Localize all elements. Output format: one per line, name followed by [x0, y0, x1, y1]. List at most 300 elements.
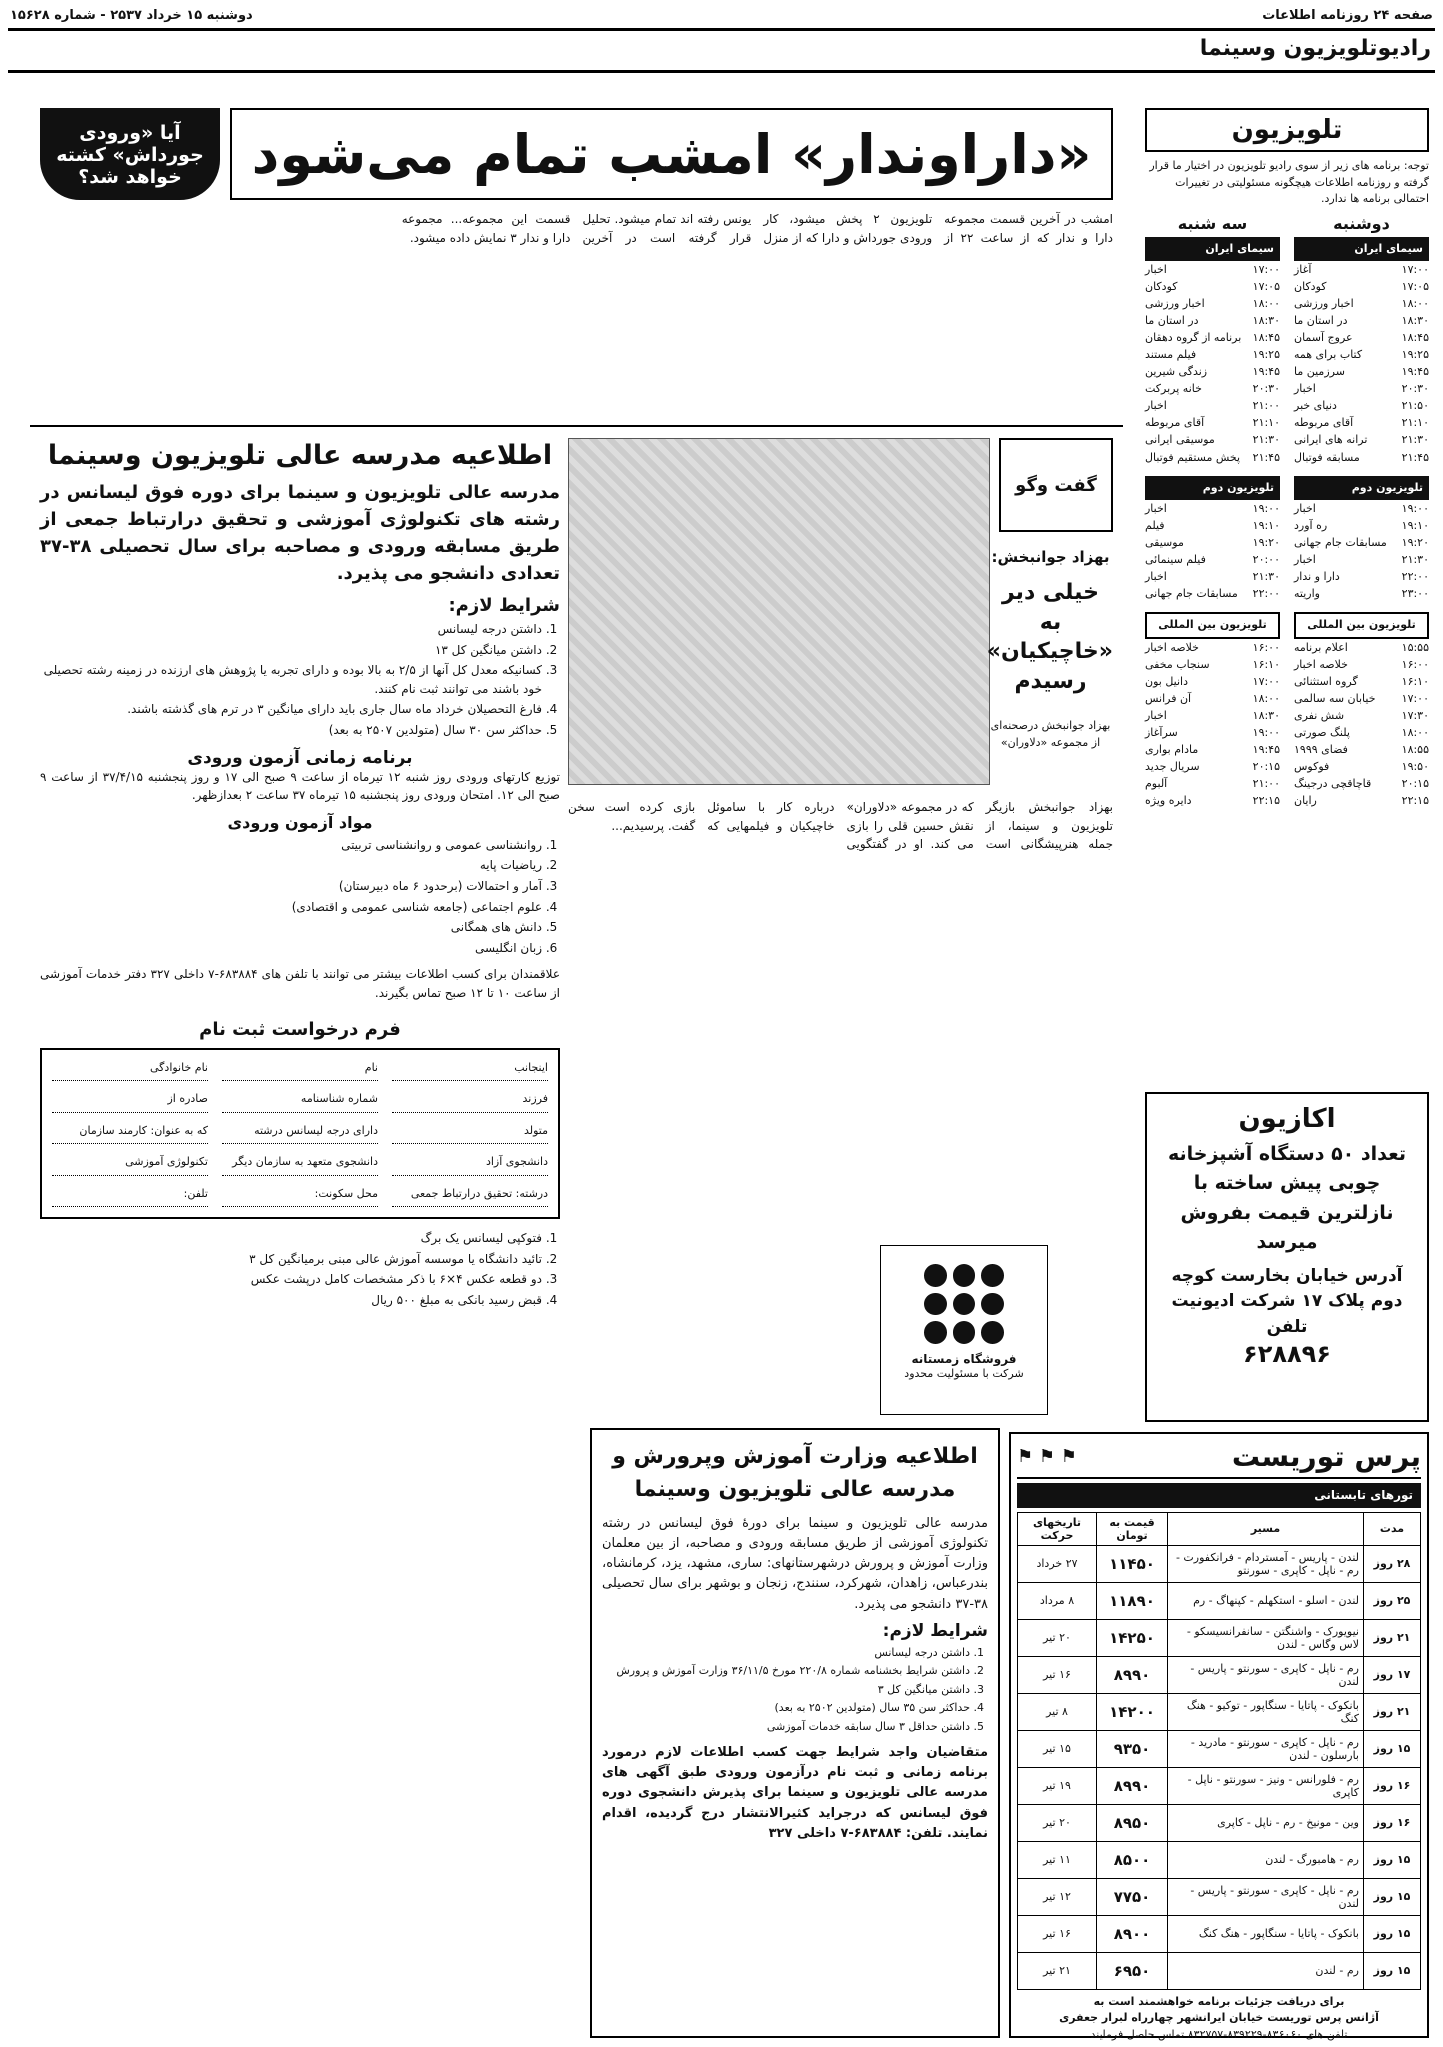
- section-title: رادیوتلویزیون وسینما: [1199, 36, 1431, 61]
- school-conditions-list: [40, 620, 560, 740]
- program-time: ۱۶:۰۰: [1401, 657, 1429, 671]
- program-row: [1145, 724, 1280, 741]
- program-title: سریال جدید: [1145, 760, 1200, 774]
- tour-price: ۷۷۵۰: [1097, 1878, 1168, 1915]
- program-time: ۱۶:۱۰: [1252, 657, 1280, 671]
- program-title: مسابقه فوتبال: [1294, 450, 1360, 464]
- program-time: ۱۷:۰۰: [1401, 263, 1429, 276]
- program-title: گروه استثنائی: [1294, 674, 1358, 688]
- program-title: در استان ما: [1145, 314, 1199, 328]
- program-time: ۲۲:۰۰: [1252, 587, 1280, 601]
- interview-tag: [999, 438, 1113, 532]
- program-time: ۱۷:۳۰: [1401, 709, 1429, 723]
- program-time: ۱۵:۵۵: [1401, 640, 1429, 654]
- document-item: 1. فتوکپی لیسانس یک برگ: [40, 1229, 542, 1248]
- subject-item: 5. دانش های همگانی: [40, 918, 542, 937]
- school-schedule: توزیع کارتهای ورودی روز شنبه ۱۲ تیرماه از ساعت ۹ صبح الی ۱۷ و روز پنجشنبه ۳۷/۴/۱۵ از ساعت ۹ صبح الی ۱۲. امتحان ورودی روز پنجشنبه ۱۵ تیرماه ۳۷ ساعت ۲ بعدازظهر.: [40, 769, 561, 803]
- program-row: [1294, 431, 1429, 448]
- program-row: [1145, 568, 1280, 585]
- tour-date: ۲۰ تیر: [1018, 1619, 1097, 1656]
- channel1-badge: سیمای ایران: [1294, 237, 1429, 262]
- subject-item: 6. زبان انگلیسی: [40, 939, 542, 958]
- interview-body: بهزاد جوانبخش بازیگر تلویزیون و سینما، از جمله هنرپیشگانی است که در مجموعه «دلاوران» نقش حسین قلی را بازی می کند. او در گفتگویی درباره کار با ساموئل خاچیکیان و فیلمهایی که بازی کرده است سخن گفت. پرسیدیم...: [568, 800, 1113, 852]
- tour-price: ۱۴۲۵۰: [1097, 1619, 1168, 1656]
- program-time: ۲۳:۰۰: [1401, 587, 1429, 601]
- school-form: [40, 1048, 560, 1220]
- program-time: ۱۹:۱۰: [1252, 519, 1280, 533]
- program-row: [1145, 431, 1280, 448]
- program-row: [1294, 329, 1429, 346]
- program-time: ۲۱:۱۰: [1401, 416, 1429, 430]
- program-time: ۲۱:۵۰: [1401, 399, 1429, 413]
- program-time: ۱۶:۱۰: [1401, 674, 1429, 688]
- program-title: فیلم مستند: [1145, 348, 1197, 362]
- program-row: [1145, 551, 1280, 568]
- document-item: 2. تائید دانشگاه یا موسسه آموزش عالی مبنی برمیانگین کل ۳: [40, 1250, 542, 1269]
- interview-caption: بهزاد جوانبخش درصحنه‌ای از مجموعه «دلاوران»: [990, 719, 1111, 749]
- program-time: ۲۱:۴۵: [1401, 450, 1429, 464]
- program-row: [1294, 312, 1429, 329]
- tue-ch3-list: [1145, 639, 1280, 809]
- program-row: [1294, 690, 1429, 707]
- headline-bottom-rule: [30, 425, 1123, 427]
- program-time: ۲۱:۰۰: [1252, 777, 1280, 791]
- form-field[interactable]: دانشجوی متعهد به سازمان دیگر: [222, 1154, 378, 1176]
- program-title: مسابقات جام جهانی: [1145, 587, 1238, 601]
- program-title: کودکان: [1145, 280, 1178, 294]
- program-row: [1294, 517, 1429, 534]
- program-row: [1294, 363, 1429, 380]
- program-row: [1145, 707, 1280, 724]
- program-row: [1145, 380, 1280, 397]
- tour-row: [1018, 1619, 1421, 1656]
- tour-duration: ۱۵ روز: [1364, 1952, 1421, 1989]
- channel2-badge: تلویزیون دوم: [1294, 476, 1429, 501]
- program-time: ۱۷:۰۰: [1401, 691, 1429, 705]
- program-title: فیلم: [1145, 519, 1165, 533]
- tour-route: رم - لندن: [1168, 1952, 1364, 1989]
- subject-item: 3. آمار و احتمالات (برحدود ۶ ماه دبیرستان): [40, 877, 542, 896]
- program-title: خانه پربرکت: [1145, 382, 1202, 396]
- program-title: کتاب برای همه: [1294, 348, 1363, 362]
- subject-item: 1. روانشناسی عمومی و روانشناسی تربیتی: [40, 836, 542, 855]
- program-time: ۱۸:۰۰: [1401, 726, 1429, 740]
- school-ad: [40, 440, 560, 2040]
- day-monday: دوشنبه: [1333, 213, 1390, 233]
- program-title: پخش مستقیم فوتبال: [1145, 450, 1241, 464]
- channel1-badge-tue: سیمای ایران: [1145, 237, 1280, 262]
- tour-duration: ۱۷ روز: [1364, 1656, 1421, 1693]
- tour-duration: ۱۶ روز: [1364, 1804, 1421, 1841]
- tour-price: ۱۴۲۰۰: [1097, 1693, 1168, 1730]
- tour-price: ۸۹۹۰: [1097, 1656, 1168, 1693]
- program-time: ۱۹:۲۰: [1252, 536, 1280, 550]
- document-item: 4. قبض رسید بانکی به مبلغ ۵۰۰ ریال: [40, 1291, 542, 1310]
- program-row: [1145, 363, 1280, 380]
- tour-header-cell: قیمت به تومان: [1097, 1512, 1168, 1545]
- program-title: واریته: [1294, 587, 1320, 601]
- form-field[interactable]: صادره از: [52, 1091, 208, 1113]
- program-row: [1294, 741, 1429, 758]
- form-field[interactable]: نام: [222, 1060, 378, 1082]
- program-time: ۱۸:۳۰: [1401, 314, 1429, 328]
- ministry-conditions-title: شرایط لازم:: [882, 1620, 988, 1641]
- program-title: اخبار: [1294, 553, 1316, 567]
- subject-item: 4. علوم اجتماعی (جامعه شناسی عمومی و اقتصادی): [40, 898, 542, 917]
- mon-ch2-list: [1294, 500, 1429, 602]
- program-title: خلاصه اخبار: [1145, 640, 1199, 654]
- tour-footer-1: برای دریافت جزئیات برنامه خواهشمند است به: [1093, 1994, 1345, 2008]
- program-title: دانیل بون: [1145, 674, 1188, 688]
- mon-ch3-list: [1294, 639, 1429, 809]
- top-rule: [8, 28, 1435, 31]
- headline-side-question: آیا «ورودی جورداش» کشته خواهد شد؟: [40, 108, 220, 200]
- program-row: [1145, 397, 1280, 414]
- program-title: آلبوم: [1145, 777, 1168, 791]
- tour-row: [1018, 1730, 1421, 1767]
- program-row: [1294, 707, 1429, 724]
- condition-item: 1. داشتن درجه لیسانس: [40, 620, 542, 639]
- form-field[interactable]: دانشجوی آزاد: [392, 1154, 548, 1176]
- program-title: دارا و ندار: [1294, 570, 1340, 584]
- program-title: اعلام برنامه: [1294, 640, 1348, 654]
- program-time: ۲۲:۱۵: [1252, 794, 1280, 808]
- program-row: [1145, 278, 1280, 295]
- tour-row: [1018, 1804, 1421, 1841]
- mon-ch1-list: [1294, 261, 1429, 466]
- program-row: [1145, 639, 1280, 656]
- tour-date: ۲۰ تیر: [1018, 1804, 1097, 1841]
- tour-row: [1018, 1582, 1421, 1619]
- condition-item: 2. داشتن میانگین کل ۱۳: [40, 641, 542, 660]
- tour-price: ۶۹۵۰: [1097, 1952, 1168, 1989]
- school-conditions-title: شرایط لازم:: [448, 595, 560, 616]
- condition-item: 5. حداکثر سن ۳۰ سال (متولدین ۲۵۰۷ به بعد): [40, 721, 542, 740]
- program-title: پلنگ صورتی: [1294, 726, 1350, 740]
- program-title: در استان ما: [1294, 314, 1348, 328]
- tour-price: ۸۹۵۰: [1097, 1804, 1168, 1841]
- interview-photo: [568, 438, 990, 785]
- program-time: ۱۹:۰۰: [1252, 726, 1280, 740]
- program-row: [1294, 758, 1429, 775]
- form-field[interactable]: محل سکونت:: [222, 1186, 378, 1208]
- program-row: [1145, 346, 1280, 363]
- form-field[interactable]: شماره شناسنامه: [222, 1091, 378, 1113]
- program-title: ره آورد: [1294, 519, 1328, 533]
- program-row: [1145, 312, 1280, 329]
- logo-sub: شرکت با مسئولیت محدود: [904, 1367, 1024, 1380]
- interview-title: خیلی دیر به «خاچیکیان» رسیدم: [986, 580, 1113, 695]
- tour-date: ۲۷ خرداد: [1018, 1545, 1097, 1582]
- form-field[interactable]: متولد: [392, 1123, 548, 1145]
- interview-person: بهزاد جوانبخش:: [991, 548, 1110, 566]
- program-row: [1294, 792, 1429, 809]
- program-title: برنامه از گروه دهقان: [1145, 331, 1242, 345]
- tour-price: ۸۵۰۰: [1097, 1841, 1168, 1878]
- program-time: ۱۸:۰۰: [1252, 297, 1280, 311]
- program-time: ۲۰:۳۰: [1252, 382, 1280, 396]
- condition-item: 4. حداکثر سن ۳۵ سال (متولدین ۲۵۰۲ به بعد): [602, 1700, 970, 1717]
- program-title: اخبار: [1145, 263, 1167, 276]
- tour-duration: ۱۶ روز: [1364, 1767, 1421, 1804]
- form-field[interactable]: تلفن:: [52, 1186, 208, 1208]
- form-field[interactable]: اینجانب: [392, 1060, 548, 1082]
- form-field[interactable]: درشته: تحقیق درارتباط جمعی: [392, 1186, 548, 1208]
- tour-duration: ۱۵ روز: [1364, 1841, 1421, 1878]
- program-row: [1145, 673, 1280, 690]
- tour-date: ۱۶ تیر: [1018, 1915, 1097, 1952]
- tv-guide: [1145, 108, 1429, 1078]
- program-time: ۲۱:۰۰: [1252, 399, 1280, 413]
- tour-ad: [1009, 1432, 1429, 2041]
- school-docs-list: [40, 1229, 560, 1309]
- program-title: خیابان سه سالمی: [1294, 691, 1376, 705]
- tour-row: [1018, 1915, 1421, 1952]
- tour-brand: پرس توریست: [1231, 1440, 1421, 1473]
- akazion-title: اکازیون: [1238, 1104, 1336, 1134]
- condition-item: 4. فارغ التحصیلان خرداد ماه سال جاری باید دارای میانگین ۳ در ترم های گذشته باشند.: [40, 700, 542, 719]
- channel3-badge-tue: تلویزیون بین المللی: [1145, 612, 1280, 639]
- program-title: اخبار: [1145, 709, 1167, 723]
- interview-tag-text: گفت وگو: [1015, 474, 1097, 496]
- program-title: فضای ۱۹۹۹: [1294, 743, 1348, 757]
- program-row: [1294, 673, 1429, 690]
- program-title: اخبار: [1145, 502, 1167, 516]
- program-row: [1145, 585, 1280, 602]
- tour-route: بانکوک - پاتایا - سنگاپور - توکیو - هنگ کنگ: [1168, 1693, 1364, 1730]
- program-time: ۱۸:۰۰: [1252, 691, 1280, 705]
- program-row: [1294, 639, 1429, 656]
- program-time: ۲۲:۱۵: [1401, 794, 1429, 808]
- program-title: سرزمین ما: [1294, 365, 1345, 379]
- program-row: [1294, 278, 1429, 295]
- ministry-title: اطلاعیه وزارت آموزش وپرورش و مدرسه عالی تلویزیون وسینما: [612, 1444, 978, 1502]
- program-time: ۲۱:۴۵: [1252, 450, 1280, 464]
- form-field[interactable]: که به عنوان: کارمند سازمان: [52, 1123, 208, 1145]
- program-time: ۱۸:۰۰: [1401, 297, 1429, 311]
- program-time: ۲۱:۳۰: [1401, 553, 1429, 567]
- tour-route: رم - ناپل - کاپری - سورنتو - پاریس - لندن: [1168, 1656, 1364, 1693]
- program-title: آن فرانس: [1145, 691, 1192, 705]
- program-row: [1145, 690, 1280, 707]
- program-title: موسیقی: [1145, 536, 1184, 550]
- masthead-left: دوشنبه ۱۵ خرداد ۲۵۳۷ - شماره ۱۵۶۲۸: [10, 8, 253, 23]
- program-row: [1145, 500, 1280, 517]
- tv-guide-note: توجه: برنامه های زیر از سوی رادیو تلویزیون در اختیار ما قرار گرفته و روزنامه اطلاعات هیچگونه مسئولیتی در تغییرات احتمالی برنامه ها ندارد.: [1149, 159, 1429, 205]
- program-title: سنجاب مخفی: [1145, 657, 1210, 671]
- program-time: ۲۱:۳۰: [1401, 433, 1429, 447]
- program-title: اخبار: [1145, 399, 1167, 413]
- program-row: [1294, 261, 1429, 278]
- program-row: [1145, 534, 1280, 551]
- document-item: 3. دو قطعه عکس ۴×۶ با ذکر مشخصات کامل درپشت عکس: [40, 1270, 542, 1289]
- tour-duration: ۱۵ روز: [1364, 1730, 1421, 1767]
- tour-route: رم - هامبورگ - لندن: [1168, 1841, 1364, 1878]
- program-row: [1294, 380, 1429, 397]
- form-field[interactable]: نام خانوادگی: [52, 1060, 208, 1082]
- program-row: [1294, 414, 1429, 431]
- ministry-body: مدرسه عالی تلویزیون و سینما برای دورهٔ فوق لیسانس در رشته تکنولوژی آموزشی از طریق مسابقه ورودی و مصاحبه، از بین معلمان وزارت آموزش و پرورش درشهرستانهای: ساری، مشهد، یزد، کرمانشاه، بندرعباس، زاهدان، شهرکرد، سنندج، زنجان و بوشهر برای سال تحصیلی ۳۸-۳۷ دانشجو می پذیرد.: [602, 1516, 988, 1612]
- tour-header-cell: مسیر: [1168, 1512, 1364, 1545]
- program-row: [1294, 534, 1429, 551]
- tour-route: لندن - اسلو - استکهلم - کپنهاگ - رم: [1168, 1582, 1364, 1619]
- program-time: ۱۸:۴۵: [1401, 331, 1429, 345]
- program-row: [1294, 775, 1429, 792]
- program-row: [1145, 758, 1280, 775]
- tour-route: رم - ناپل - کاپری - سورنتو - مادرید - بارسلون - لندن: [1168, 1730, 1364, 1767]
- masthead-right: صفحه ۲۴ روزنامه اطلاعات: [1262, 8, 1433, 23]
- subject-item: 2. ریاضیات پایه: [40, 856, 542, 875]
- program-title: سرآغاز: [1145, 726, 1178, 740]
- program-title: آقای مربوطه: [1145, 416, 1205, 430]
- program-time: ۲۱:۳۰: [1252, 433, 1280, 447]
- form-field[interactable]: دارای درجه لیسانس درشته: [222, 1123, 378, 1145]
- headline-main: «داراوندار» امشب تمام می‌شود: [251, 122, 1092, 186]
- tour-date: ۱۱ تیر: [1018, 1841, 1097, 1878]
- logo-name: فروشگاه زمستانه: [911, 1352, 1017, 1366]
- tour-date: ۲۱ تیر: [1018, 1952, 1097, 1989]
- program-row: [1294, 551, 1429, 568]
- day-tuesday: سه شنبه: [1177, 213, 1248, 233]
- program-row: [1294, 397, 1429, 414]
- tour-price: ۸۹۹۰: [1097, 1767, 1168, 1804]
- ministry-ad: [590, 1428, 1000, 2038]
- program-row: [1145, 656, 1280, 673]
- program-title: اخبار ورزشی: [1294, 297, 1354, 311]
- tour-header-cell: مدت: [1364, 1512, 1421, 1545]
- tour-row: [1018, 1952, 1421, 1989]
- tour-route: بانکوک - پاتایا - سنگاپور - هنگ کنگ: [1168, 1915, 1364, 1952]
- program-row: [1294, 724, 1429, 741]
- tour-price: ۹۳۵۰: [1097, 1730, 1168, 1767]
- tour-row: [1018, 1878, 1421, 1915]
- tour-row: [1018, 1545, 1421, 1582]
- program-time: ۱۹:۱۰: [1401, 519, 1429, 533]
- condition-item: 5. داشتن حداقل ۳ سال سابقه خدمات آموزشی: [602, 1719, 970, 1736]
- program-time: ۲۰:۰۰: [1252, 553, 1280, 567]
- program-title: عروج آسمان: [1294, 331, 1353, 345]
- tour-flags-icon: ⚑ ⚑ ⚑: [1017, 1446, 1077, 1467]
- program-row: [1294, 295, 1429, 312]
- program-title: شش نفری: [1294, 709, 1345, 723]
- akazion-ad: [1145, 1092, 1429, 1422]
- program-time: ۱۹:۲۵: [1401, 348, 1429, 362]
- tour-date: ۱۵ تیر: [1018, 1730, 1097, 1767]
- program-time: ۲۰:۱۵: [1252, 760, 1280, 774]
- program-row: [1294, 585, 1429, 602]
- program-time: ۱۸:۵۵: [1401, 743, 1429, 757]
- school-subjects-title: مواد آزمون ورودی: [227, 812, 373, 832]
- tue-ch2-list: [1145, 500, 1280, 602]
- tour-header-cell: تاریخهای حرکت: [1018, 1512, 1097, 1545]
- program-title: قاچاقچی درجینگ: [1294, 777, 1372, 791]
- tue-ch1-list: [1145, 261, 1280, 466]
- headline-body: امشب در آخرین قسمت مجموعه دارا و ندار که از ساعت ۲۲ از تلویزیون ۲ پخش میشود، کار ورودی جورداش و دارا که از منزل یونس رفته اند تمام میشود. تحلیل قرار گرفته است در آخرین قسمت این مجموعه... مجموعه دارا و ندار ۳ نمایش داده میشود.: [401, 212, 1113, 245]
- program-time: ۱۹:۵۰: [1401, 760, 1429, 774]
- program-title: موسیقی ایرانی: [1145, 433, 1215, 447]
- condition-item: 2. داشتن شرایط بخشنامه شماره ۲۲۰/۸ مورخ ۳۶/۱۱/۵ وزارت آموزش و پرورش: [602, 1663, 970, 1680]
- program-title: آغاز: [1294, 263, 1312, 276]
- program-title: اخبار: [1145, 570, 1167, 584]
- program-time: ۱۹:۴۵: [1252, 743, 1280, 757]
- program-row: [1294, 656, 1429, 673]
- program-time: ۲۲:۰۰: [1401, 570, 1429, 584]
- program-row: [1294, 568, 1429, 585]
- school-subjects-list: [40, 836, 560, 958]
- condition-item: 1. داشتن درجه لیسانس: [602, 1645, 970, 1662]
- tour-price: ۱۱۸۹۰: [1097, 1582, 1168, 1619]
- tour-date: ۱۲ تیر: [1018, 1878, 1097, 1915]
- program-title: اخبار ورزشی: [1145, 297, 1205, 311]
- form-field[interactable]: فرزند: [392, 1091, 548, 1113]
- tour-footer-3: تلفن های ۸۳۶۰۶۰-۸۳۹۲۲۹-۸۳۲۷۵۷ تماس حاصل فرمایند: [1090, 2027, 1348, 2041]
- program-title: مسابقات جام جهانی: [1294, 536, 1387, 550]
- tv-guide-title: تلویزیون: [1231, 115, 1343, 145]
- logo-box: [880, 1245, 1048, 1415]
- tour-date: ۱۶ تیر: [1018, 1656, 1097, 1693]
- form-field[interactable]: تکنولوژی آموزشی: [52, 1154, 208, 1176]
- program-time: ۱۹:۴۵: [1401, 365, 1429, 379]
- tour-row: [1018, 1656, 1421, 1693]
- program-row: [1145, 741, 1280, 758]
- program-title: آقای مربوطه: [1294, 416, 1354, 430]
- tour-row: [1018, 1693, 1421, 1730]
- program-row: [1294, 500, 1429, 517]
- program-title: دایره ویژه: [1145, 794, 1192, 808]
- program-title: فیلم سینمائی: [1145, 553, 1206, 567]
- program-title: مادام بواری: [1145, 743, 1199, 757]
- program-row: [1145, 517, 1280, 534]
- program-time: ۱۸:۳۰: [1252, 709, 1280, 723]
- school-form-title: فرم درخواست ثبت نام: [199, 1018, 401, 1040]
- tour-duration: ۲۱ روز: [1364, 1693, 1421, 1730]
- school-ad-title: اطلاعیه مدرسه عالی تلویزیون وسینما: [47, 440, 553, 471]
- condition-item: 3. داشتن میانگین کل ۳: [602, 1682, 970, 1699]
- program-row: [1145, 792, 1280, 809]
- logo-mark: [924, 1264, 1004, 1344]
- program-row: [1145, 414, 1280, 431]
- program-time: ۱۸:۳۰: [1252, 314, 1280, 328]
- condition-item: 3. کسانیکه معدل کل آنها از ۲/۵ به بالا بوده و دارای تجربه یا پژوهش های ارزنده در زمینه رشته تحصیلی خود باشند می توانند ثبت نام کنند.: [40, 661, 542, 698]
- tour-duration: ۲۱ روز: [1364, 1619, 1421, 1656]
- tour-price: ۱۱۴۵۰: [1097, 1545, 1168, 1582]
- program-time: ۲۰:۱۵: [1401, 777, 1429, 791]
- program-time: ۱۹:۴۵: [1252, 365, 1280, 379]
- tour-row: [1018, 1841, 1421, 1878]
- program-time: ۲۱:۳۰: [1252, 570, 1280, 584]
- program-row: [1145, 329, 1280, 346]
- program-title: ترانه های ایرانی: [1294, 433, 1368, 447]
- tour-footer-2: آژانس پرس توریست خیابان ایرانشهر چهارراه لبرار جعفری: [1059, 2011, 1379, 2025]
- tour-duration: ۱۵ روز: [1364, 1878, 1421, 1915]
- tour-duration: ۱۵ روز: [1364, 1915, 1421, 1952]
- program-title: کودکان: [1294, 280, 1327, 294]
- tour-date: ۸ مرداد: [1018, 1582, 1097, 1619]
- program-title: رایان: [1294, 794, 1317, 808]
- headline-box: [230, 108, 1113, 200]
- tour-subtitle: تورهای تابستانی: [1017, 1483, 1421, 1508]
- program-row: [1294, 346, 1429, 363]
- akazion-body: تعداد ۵۰ دستگاه آشپزخانه چوبی پیش ساخته با نازلترین قیمت بفروش میرسد: [1168, 1143, 1406, 1254]
- program-time: ۱۷:۰۰: [1252, 674, 1280, 688]
- program-title: خلاصه اخبار: [1294, 657, 1348, 671]
- program-time: ۱۹:۰۰: [1401, 502, 1429, 516]
- tour-duration: ۲۸ روز: [1364, 1545, 1421, 1582]
- program-title: اخبار: [1294, 382, 1316, 396]
- tour-route: رم - ناپل - کاپری - سورنتو - پاریس - لندن: [1168, 1878, 1364, 1915]
- program-row: [1294, 449, 1429, 466]
- school-schedule-title: برنامه زمانی آزمون ورودی: [187, 747, 413, 768]
